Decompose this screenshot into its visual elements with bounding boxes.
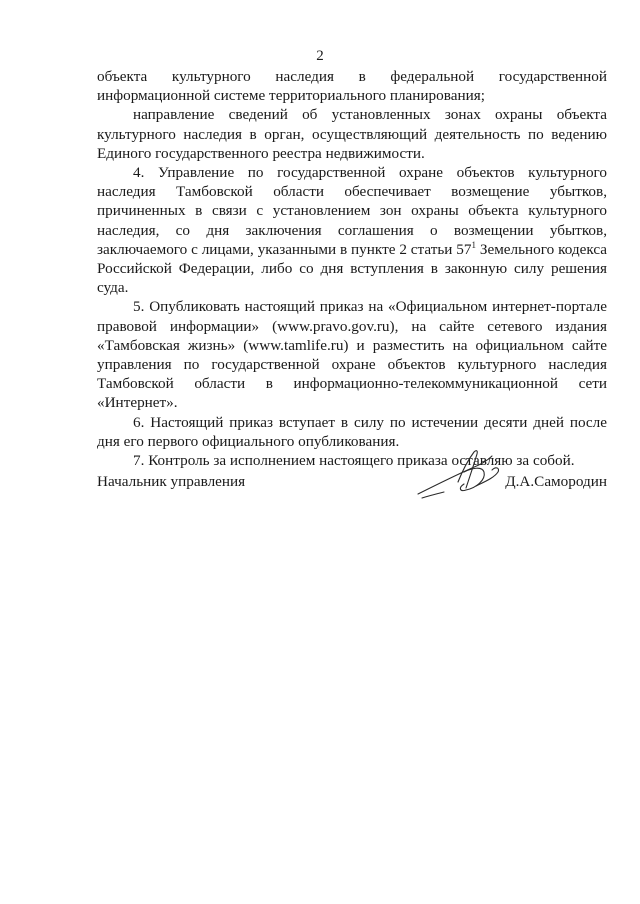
paragraph-continuation: объекта культурного наследия в федеральной государственной информационной системе территориального планирования; [97, 68, 607, 105]
article-superscript: 1 [471, 239, 476, 250]
signature-row [97, 472, 607, 496]
page-number: 2 [316, 48, 324, 64]
signatory-name: Д.А.Самородин [505, 473, 607, 490]
signatory-title: Начальник управления [97, 473, 246, 490]
paragraph-item-6: 6. Настоящий приказ вступает в силу по истечении десяти дней после дня его первого официального опубликования. [97, 413, 607, 450]
paragraph-item-4 [97, 163, 607, 297]
paragraph-item-7: 7. Контроль за исполнением настоящего приказа оставляю за собой. [133, 452, 575, 470]
paragraph-registry-info: направление сведений об установленных зонах охраны объекта культурного наследия в орган, осуществляющий деятельность по ведению Единого государственного реестра недвижимости. [97, 106, 607, 162]
document-body [97, 67, 607, 470]
paragraph-item-5: 5. Опубликовать настоящий приказ на «Официальном интернет-портале правовой информации» (www.pravo.gov.ru), на сайте сетевого издания «Тамбовская жизнь» (www.tamlife.ru) и разместить на официальном сайте управления по государственной охране объектов культурного наследия Тамбовской области в информационно-телекоммуникационной сети «Интернет». [97, 298, 607, 412]
item-4-text: 4. Управление по государственной охране объектов культурного наследия Тамбовской области обеспечивает возмещение убытков, причиненных в связи с установлением зон охраны объекта культурного наследия, со дня заключения соглашения о возмещении убытков, заключаемого с лицами, указанными в пункте 2 статьи 57 [97, 164, 607, 258]
item-4-text-end: Земельного кодекса Российской Федерации, либо со дня вступления в законную силу решения суда. [97, 240, 607, 297]
